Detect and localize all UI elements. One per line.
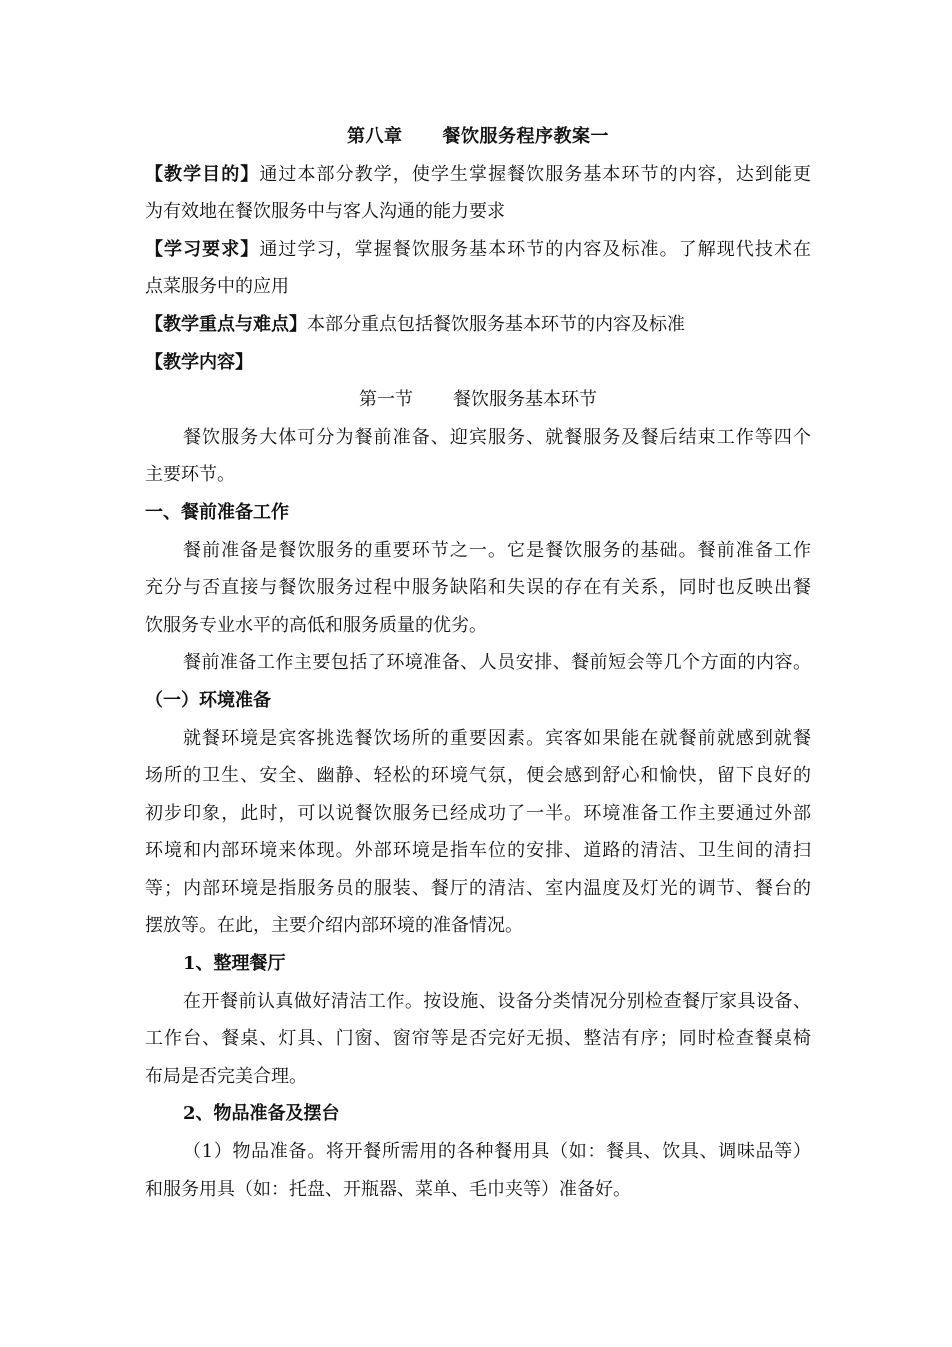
intro-line-1: 餐饮服务大体可分为餐前准备、迎宾服务、就餐服务及餐后结束工作等四个	[183, 426, 811, 448]
environment-line-2: 场所的卫生、安全、幽静、轻松的环境气氛，便会感到舒心和愉快，留下良好的	[145, 765, 811, 787]
chapter-number: 第八章	[347, 126, 403, 147]
section-number: 第一节	[359, 389, 413, 411]
key-points-label: 【教学重点与难点】	[145, 313, 307, 335]
learning-requirement-text-1: 通过学习，掌握餐饮服务基本环节的内容及标准。了解现代技术在	[259, 238, 811, 260]
prep-summary: 餐前准备工作主要包括了环境准备、人员安排、餐前短会等几个方面的内容。	[183, 652, 811, 674]
heading-environment: （一）环境准备	[145, 689, 271, 711]
heading-items-setup: 2、物品准备及摆台	[183, 1103, 340, 1125]
heading-prep-work: 一、餐前准备工作	[145, 501, 289, 523]
key-points-text: 本部分重点包括餐饮服务基本环节的内容及标准	[307, 313, 685, 335]
prep-paragraph-line-1: 餐前准备是餐饮服务的重要环节之一。它是餐饮服务的基础。餐前准备工作	[183, 539, 811, 561]
key-points-line	[145, 306, 811, 344]
tidy-line-3: 布局是否完美合理。	[145, 1065, 307, 1087]
teaching-goal-line-2: 为有效地在餐饮服务中与客人沟通的能力要求	[145, 201, 505, 223]
tidy-line-2: 工作台、餐桌、灯具、门窗、窗帘等是否完好无损、整洁有序；同时检查餐桌椅	[145, 1028, 811, 1050]
chapter-name: 餐饮服务程序教案一	[442, 126, 609, 147]
items-line-1: （1）物品准备。将开餐所需用的各种餐用具（如：餐具、饮具、调味品等）	[183, 1141, 811, 1163]
learning-requirement-line-1	[145, 231, 811, 269]
section-title	[145, 381, 811, 419]
teaching-goal-line-1	[145, 156, 811, 194]
teaching-goal-text-1: 通过本部分教学，使学生掌握餐饮服务基本环节的内容，达到能更	[259, 163, 811, 185]
tidy-line-1: 在开餐前认真做好清洁工作。按设施、设备分类情况分别检查餐厅家具设备、	[183, 990, 811, 1012]
environment-line-4: 环境和内部环境来体现。外部环境是指车位的安排、道路的清洁、卫生间的清扫	[145, 840, 811, 862]
prep-paragraph-line-3: 饮服务专业水平的高低和服务质量的优劣。	[145, 614, 487, 636]
environment-line-6: 摆放等。在此，主要介绍内部环境的准备情况。	[145, 915, 523, 937]
learning-requirement-line-2: 点菜服务中的应用	[145, 276, 289, 298]
teaching-goal-label: 【教学目的】	[145, 163, 260, 185]
section-name: 餐饮服务基本环节	[453, 389, 597, 411]
chapter-title	[145, 118, 811, 156]
environment-line-1: 就餐环境是宾客挑选餐饮场所的重要因素。宾客如果能在就餐前就感到就餐	[183, 727, 811, 749]
document-page	[145, 118, 811, 1208]
environment-line-5: 等；内部环境是指服务员的服装、餐厅的清洁、室内温度及灯光的调节、餐台的	[145, 877, 811, 899]
learning-requirement-label: 【学习要求】	[145, 238, 260, 260]
heading-tidy-restaurant: 1、整理餐厅	[183, 953, 286, 975]
teaching-content-label: 【教学内容】	[145, 351, 253, 373]
items-line-2: 和服务用具（如：托盘、开瓶器、菜单、毛巾夹等）准备好。	[145, 1178, 631, 1200]
environment-line-3: 初步印象，此时，可以说餐饮服务已经成功了一半。环境准备工作主要通过外部	[145, 802, 811, 824]
intro-line-2: 主要环节。	[145, 464, 235, 486]
prep-paragraph-line-2: 充分与否直接与餐饮服务过程中服务缺陷和失误的存在有关系，同时也反映出餐	[145, 577, 811, 599]
